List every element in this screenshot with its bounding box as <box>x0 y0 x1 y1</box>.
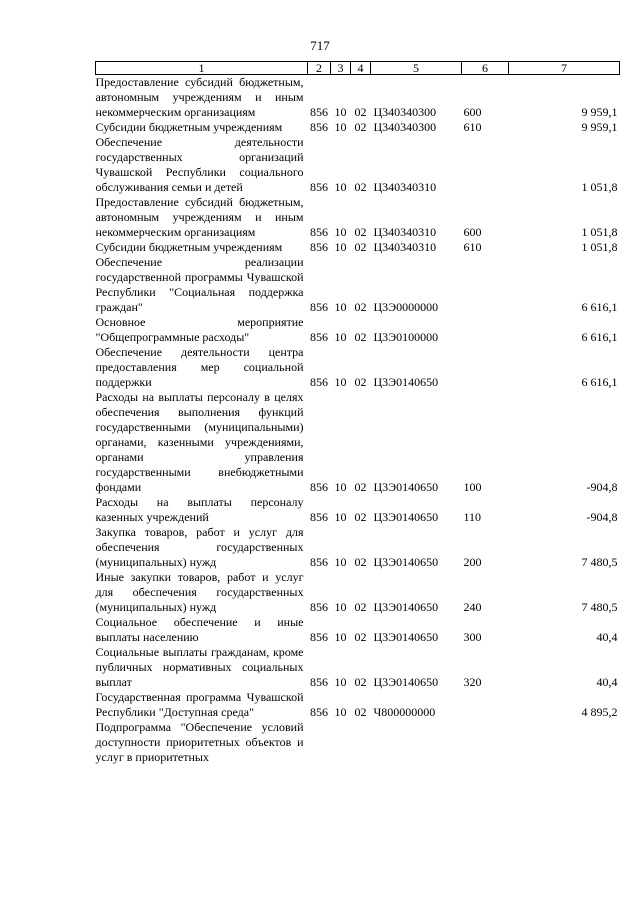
target-article-code: Ц3Э0000000 <box>373 300 439 314</box>
table-row <box>96 195 620 240</box>
amount: 9 959,1 <box>581 120 618 134</box>
row-name: Предоставление субсидий бюджетным, автономным учреждениям и иным некоммерческим организациям <box>95 195 304 239</box>
amount: 4 895,2 <box>581 705 618 719</box>
amount: 1 051,8 <box>581 240 618 254</box>
header-row <box>96 62 620 75</box>
expense-type-code: 320 <box>463 675 482 689</box>
ministry-code: 856 <box>310 120 328 134</box>
subsection-code: 02 <box>354 105 367 119</box>
ministry-code: 856 <box>310 330 328 344</box>
row-name: Социальное обеспечение и иные выплаты населению <box>95 615 304 644</box>
table-row <box>96 720 620 765</box>
row-name: Расходы на выплаты персоналу в целях обеспечения выполнения функций государственными (муниципальными) органами, казенными учреждениями, органами управления государственными внебюджетными фондами <box>95 390 304 494</box>
ministry-code: 856 <box>310 240 328 254</box>
subsection-code: 02 <box>354 600 367 614</box>
subsection-code: 02 <box>354 300 367 314</box>
table-row <box>96 240 620 255</box>
expense-type-code <box>462 720 509 765</box>
subsection-code: 02 <box>354 330 367 344</box>
expense-type-code: 100 <box>463 480 482 494</box>
target-article-code: Ц3Э0140650 <box>373 675 439 689</box>
section-code: 10 <box>334 705 347 719</box>
row-name: Государственная программа Чувашской Республики "Доступная среда" <box>95 690 304 719</box>
target-article-code: Ц340340300 <box>373 105 437 119</box>
table-row <box>96 525 620 570</box>
expense-type-code: 110 <box>463 510 482 524</box>
amount: 7 480,5 <box>581 600 618 614</box>
table-row <box>96 345 620 390</box>
expense-type-code: 200 <box>463 555 482 569</box>
section-code: 10 <box>334 555 347 569</box>
ministry-code: 856 <box>310 675 328 689</box>
amount: -904,8 <box>586 480 618 494</box>
table-row <box>96 390 620 495</box>
subsection-code: 02 <box>354 630 367 644</box>
budget-table <box>95 61 620 765</box>
expense-type-code: 610 <box>463 120 482 134</box>
expense-type-code <box>462 315 509 345</box>
table-row <box>96 255 620 315</box>
col-header-ministry: 2 <box>308 62 331 75</box>
ministry-code: 856 <box>310 300 328 314</box>
row-name: Предоставление субсидий бюджетным, автономным учреждениям и иным некоммерческим организациям <box>95 75 304 119</box>
table-row <box>96 615 620 645</box>
target-article-code: Ц3Э0140650 <box>373 375 439 389</box>
section-code <box>331 720 351 765</box>
table-row <box>96 315 620 345</box>
target-article-code: Ц340340310 <box>373 225 437 239</box>
amount: 1 051,8 <box>581 225 618 239</box>
amount <box>509 720 620 765</box>
target-article-code: Ц3Э0140650 <box>373 480 439 494</box>
table-row <box>96 120 620 135</box>
col-header-amount: 7 <box>509 62 620 75</box>
target-article-code: Ц3Э0140650 <box>373 510 439 524</box>
expense-type-code <box>462 345 509 390</box>
section-code: 10 <box>334 600 347 614</box>
subsection-code: 02 <box>354 240 367 254</box>
amount: 7 480,5 <box>581 555 618 569</box>
col-header-section: 3 <box>331 62 351 75</box>
ministry-code: 856 <box>310 705 328 719</box>
target-article-code: Ц340340310 <box>373 180 437 194</box>
amount: 40,4 <box>596 675 618 689</box>
row-name: Закупка товаров, работ и услуг для обеспечения государственных (муниципальных) нужд <box>95 525 304 569</box>
subsection-code: 02 <box>354 675 367 689</box>
ministry-code: 856 <box>310 600 328 614</box>
section-code: 10 <box>334 510 347 524</box>
target-article-code: Ц3Э0140650 <box>373 630 439 644</box>
target-article-code: Ц3Э0100000 <box>373 330 439 344</box>
target-article-code: Ц340340300 <box>373 120 437 134</box>
row-name: Субсидии бюджетным учреждениям <box>95 240 283 254</box>
col-header-type: 6 <box>462 62 509 75</box>
subsection-code: 02 <box>354 120 367 134</box>
ministry-code: 856 <box>310 510 328 524</box>
target-article-code: Ц3Э0140650 <box>373 600 439 614</box>
expense-type-code <box>462 255 509 315</box>
expense-type-code: 300 <box>463 630 482 644</box>
section-code: 10 <box>334 300 347 314</box>
expense-type-code: 600 <box>463 105 482 119</box>
subsection-code: 02 <box>354 705 367 719</box>
expense-type-code <box>462 690 509 720</box>
target-article-code: Ч800000000 <box>373 705 436 719</box>
expense-type-code <box>462 135 509 195</box>
table-row <box>96 690 620 720</box>
amount: 1 051,8 <box>581 180 618 194</box>
amount: 40,4 <box>596 630 618 644</box>
expense-type-code: 610 <box>463 240 482 254</box>
section-code: 10 <box>334 480 347 494</box>
section-code: 10 <box>334 675 347 689</box>
table-row <box>96 645 620 690</box>
col-header-subsection: 4 <box>351 62 371 75</box>
amount: 6 616,1 <box>581 330 618 344</box>
row-name: Субсидии бюджетным учреждениям <box>95 120 283 134</box>
ministry-code <box>308 720 331 765</box>
row-name: Расходы на выплаты персоналу казенных учреждений <box>95 495 304 524</box>
ministry-code: 856 <box>310 105 328 119</box>
row-name: Обеспечение деятельности государственных организаций Чувашской Республики социального обслуживания семьи и детей <box>95 135 304 194</box>
subsection-code: 02 <box>354 480 367 494</box>
subsection-code: 02 <box>354 180 367 194</box>
table-row <box>96 570 620 615</box>
subsection-code: 02 <box>354 510 367 524</box>
section-code: 10 <box>334 240 347 254</box>
page-number: 717 <box>310 38 330 53</box>
amount: 6 616,1 <box>581 300 618 314</box>
col-header-name: 1 <box>96 62 308 75</box>
section-code: 10 <box>334 105 347 119</box>
section-code: 10 <box>334 120 347 134</box>
col-header-target: 5 <box>371 62 462 75</box>
row-name: Обеспечение деятельности центра предоставления мер социальной поддержки <box>95 345 304 389</box>
table-row <box>96 135 620 195</box>
section-code: 10 <box>334 225 347 239</box>
ministry-code: 856 <box>310 180 328 194</box>
ministry-code: 856 <box>310 480 328 494</box>
section-code: 10 <box>334 630 347 644</box>
ministry-code: 856 <box>310 375 328 389</box>
amount: -904,8 <box>586 510 618 524</box>
row-name: Социальные выплаты гражданам, кроме публичных нормативных социальных выплат <box>95 645 304 689</box>
amount: 9 959,1 <box>581 105 618 119</box>
ministry-code: 856 <box>310 630 328 644</box>
table-row <box>96 75 620 121</box>
row-name: Основное мероприятие "Общепрограммные расходы" <box>95 315 304 344</box>
expense-type-code: 240 <box>463 600 482 614</box>
row-name: Обеспечение реализации государственной программы Чувашской Республики "Социальная поддержка граждан" <box>95 255 304 314</box>
subsection-code: 02 <box>354 555 367 569</box>
section-code: 10 <box>334 330 347 344</box>
target-article-code <box>371 720 462 765</box>
section-code: 10 <box>334 375 347 389</box>
subsection-code: 02 <box>354 225 367 239</box>
subsection-code <box>351 720 371 765</box>
section-code: 10 <box>334 180 347 194</box>
row-name: Подпрограмма "Обеспечение условий доступности приоритетных объектов и услуг в приоритетных <box>95 720 304 764</box>
ministry-code: 856 <box>310 555 328 569</box>
expense-type-code: 600 <box>463 225 482 239</box>
target-article-code: Ц3Э0140650 <box>373 555 439 569</box>
target-article-code: Ц340340310 <box>373 240 437 254</box>
row-name: Иные закупки товаров, работ и услуг для обеспечения государственных (муниципальных) нужд <box>95 570 304 614</box>
subsection-code: 02 <box>354 375 367 389</box>
amount: 6 616,1 <box>581 375 618 389</box>
table-row <box>96 495 620 525</box>
ministry-code: 856 <box>310 225 328 239</box>
